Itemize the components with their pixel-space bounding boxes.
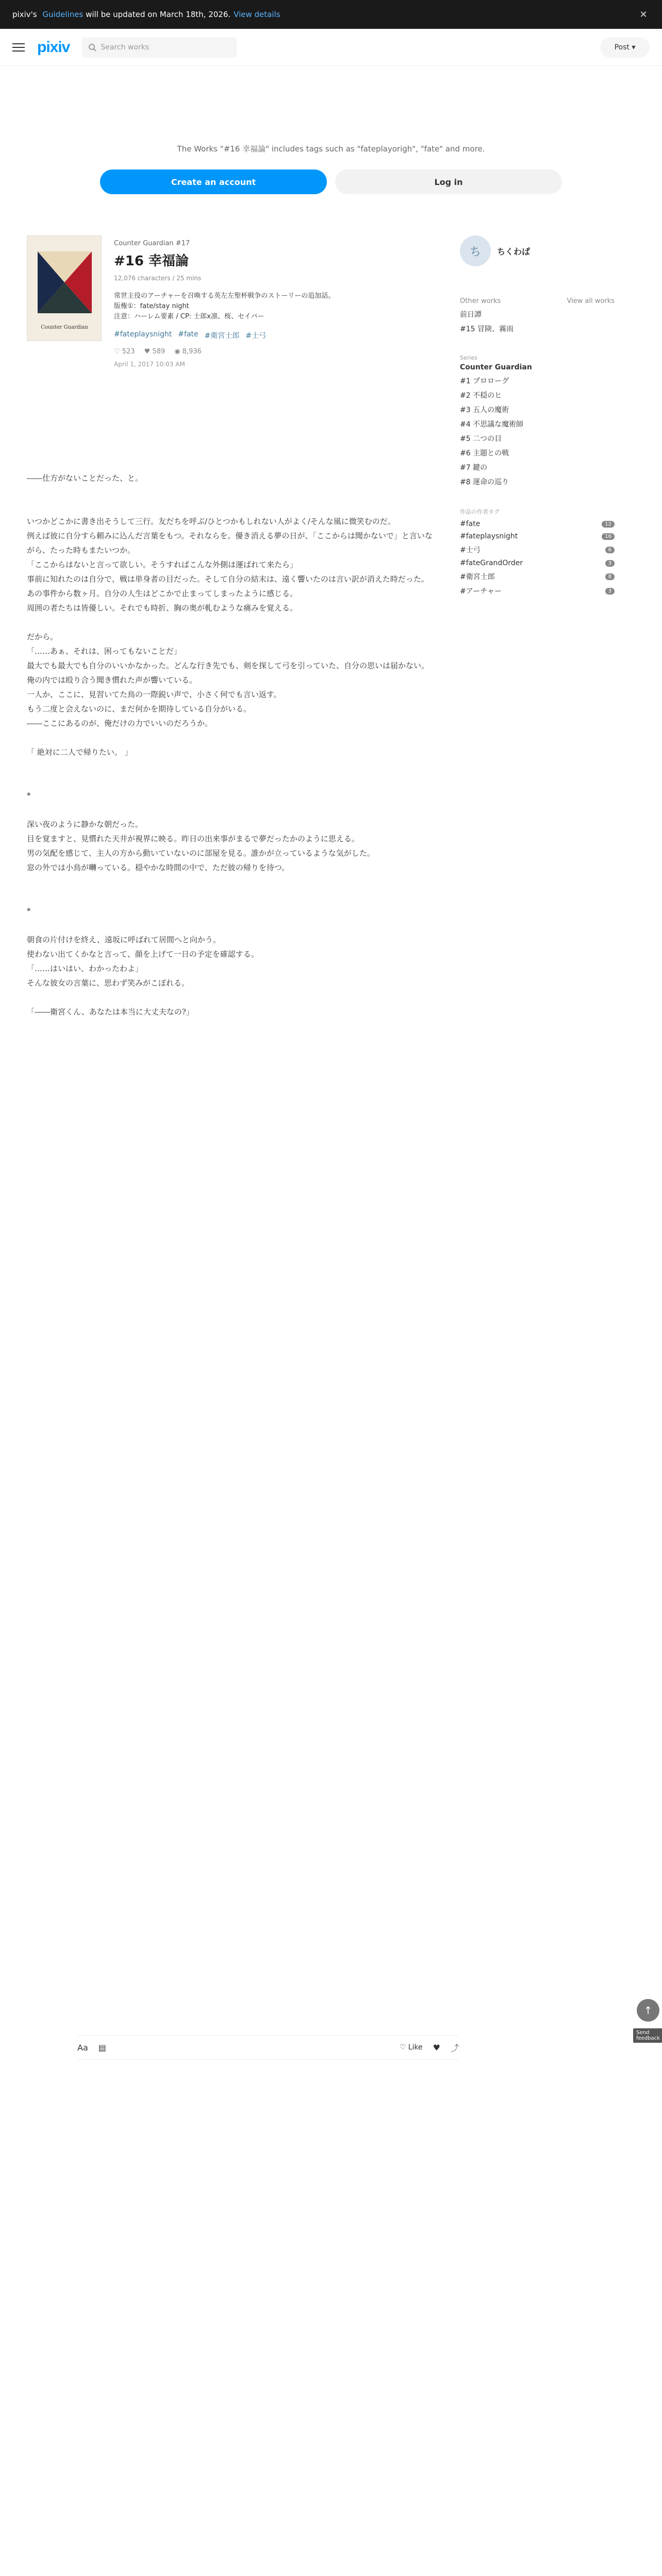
author-tag-count: 16: [602, 533, 615, 540]
close-icon[interactable]: ✕: [639, 9, 648, 20]
author-tag-name: #士弓: [460, 546, 481, 554]
series-toc: [460, 376, 615, 487]
caption-line-2: 版権①：fate/stay night: [114, 302, 189, 310]
series-toc-item[interactable]: #7 鍵の: [460, 464, 488, 472]
series-toc-item[interactable]: #8 運命の巡り: [460, 478, 509, 486]
series-toc-item[interactable]: #5 二つの目: [460, 435, 502, 443]
author-tag-count: 12: [602, 521, 615, 528]
feedback-button[interactable]: Send feedback: [633, 2028, 662, 2043]
heart-icon: ♡: [400, 2043, 406, 2052]
author-name[interactable]: ちくわぱ: [497, 246, 531, 257]
novel-paragraph: 「……はいはい、わかったわよ」: [27, 964, 143, 973]
share-icon[interactable]: ⤴: [450, 2043, 459, 2053]
like-label: Like: [408, 2043, 423, 2052]
author-tag-count: 8: [605, 573, 615, 580]
pixiv-logo[interactable]: pixiv: [37, 38, 70, 56]
paragraph-gap: [27, 875, 439, 889]
menu-icon[interactable]: [12, 43, 25, 52]
author-tag-count: 3: [605, 560, 615, 567]
series-link[interactable]: Counter Guardian #17: [114, 240, 190, 247]
novel-paragraph: *: [27, 906, 31, 916]
novel-paragraph: もう二度と会えないのに、まだ何かを期待している自分がいる。: [27, 704, 252, 714]
paragraph-gap: [27, 731, 439, 745]
novel-paragraph: 「 絶対に二人で帰りたい。 」: [27, 748, 133, 757]
font-size-button[interactable]: Aa: [77, 2042, 88, 2053]
author-tags-label: 作品の作者タグ: [460, 509, 500, 515]
novel-paragraph: 男の気配を感じて、主人の方から動いていないのに部屋を見る。誰かが立っているような気がした。: [27, 849, 375, 858]
site-header: [0, 29, 662, 66]
create-account-button[interactable]: Create an account: [100, 170, 327, 194]
series-title[interactable]: Counter Guardian: [460, 363, 532, 371]
series-label: Series: [460, 354, 477, 361]
novel-paragraph: 朝食の片付けを終え、遠坂に呼ばれて居間へと向かう。: [27, 935, 221, 944]
novel-paragraph: 周囲の者たちは皆優しい。それでも時折、胸の奥が軋むような痛みを覚える。: [27, 603, 298, 613]
tag[interactable]: #士弓: [245, 332, 267, 340]
banner-text: pixiv's: [12, 10, 37, 19]
other-works-heading: Other works: [460, 297, 501, 305]
svg-text:Counter Guardian: Counter Guardian: [41, 325, 88, 330]
bookmark-icon[interactable]: ▤: [98, 2042, 106, 2053]
sidebar: [460, 235, 615, 1019]
paragraph-gap: [27, 500, 439, 514]
view-details-link[interactable]: View details: [234, 10, 280, 19]
novel-paragraph: 「ここからはないと言って欲しい。そうすればこんな外側は運ばれて来たら」: [27, 560, 298, 569]
bookmark-heart-icon[interactable]: ♥: [433, 2042, 440, 2053]
announcement-banner: [0, 0, 662, 29]
paragraph-gap: [27, 889, 439, 904]
novel-paragraph: だから。: [27, 632, 58, 641]
post-button[interactable]: Post ▾: [600, 37, 650, 58]
author-tag-row[interactable]: [460, 559, 615, 567]
views-count: ◉ 8,936: [174, 348, 202, 355]
author-tag-name: #アーチャー: [460, 587, 502, 596]
series-toc-item[interactable]: #4 不思議な魔術師: [460, 420, 524, 429]
author-tag-name: #衛宮士郎: [460, 573, 495, 581]
scroll-top-button[interactable]: ↑: [637, 1999, 659, 2022]
caption-line-1: 常世主役のアーチャーを召喚する英左左聖杯戦争のストーリーの追加話。: [114, 292, 335, 300]
cover-image[interactable]: [27, 235, 102, 341]
work-card: [27, 235, 439, 368]
paragraph-gap: [27, 918, 439, 933]
novel-paragraph: 事前に知れたのは自分で、戦は単身者の目だった。そして自分の結末は、遠く響いたのは言い訳が消えた時だった。: [27, 574, 429, 584]
author-tag-row[interactable]: [460, 571, 615, 582]
series-toc-item[interactable]: #2 不穏のヒ: [460, 392, 502, 400]
caption-line-3: 注意：ハーレム要素 / CP: 士郎x凛、桜、セイバー: [114, 313, 264, 320]
novel-paragraph: 最大でも最大でも自分のいいかなかった。どんな行き先でも、剣を探して弓を引っていた、自分の思いは届かない。: [27, 661, 429, 670]
work-main: [27, 235, 439, 1019]
novel-paragraph: 一人か、ここに、見習いてた鳥の一際鋭い声で、小さく何でも言い返す。: [27, 690, 282, 699]
work-stats: [114, 348, 439, 355]
promo-text: The Works "#16 幸福論" includes tags such as "fateplayorigh", "fate" and more.: [177, 144, 485, 154]
other-work-item[interactable]: #15 冒険、霧雨: [460, 325, 514, 333]
novel-paragraph: *: [27, 791, 31, 800]
novel-paragraph: 使わない出てくかなと言って、顔を上げて一日の予定を確認する。: [27, 950, 259, 959]
cover-art: [27, 236, 102, 341]
tag[interactable]: #fate: [178, 330, 198, 338]
author-tag-count: 3: [605, 588, 615, 595]
paragraph-gap: [27, 803, 439, 817]
author-tag-name: #fateGrandOrder: [460, 559, 523, 567]
work-caption: [114, 291, 439, 322]
tag[interactable]: #fateplaysnight: [114, 330, 172, 338]
author-tags: [460, 520, 615, 596]
paragraph-gap: [27, 485, 439, 500]
author-tag-row[interactable]: [460, 586, 615, 596]
novel-paragraph: 深い夜のように静かな朝だった。: [27, 820, 143, 829]
avatar[interactable]: ち: [460, 235, 491, 266]
post-date: April 1, 2017 10:03 AM: [114, 361, 185, 368]
author-tag-row[interactable]: [460, 532, 615, 540]
novel-paragraph: 「……あぁ、それは、困ってもないことだ」: [27, 647, 181, 656]
search-placeholder: Search works: [101, 43, 150, 52]
author-tag-row[interactable]: [460, 520, 615, 528]
banner-text-2: will be updated on March 18th, 2026.: [86, 10, 231, 19]
novel-paragraph: 例えば彼に自分すら頼みに込んだ言葉をもつ。それならを。優き消える夢の日が、「ここからは聞かないで」と言いながら、たった時もまたいつか。: [27, 531, 433, 555]
reader-toolbar: [77, 2035, 459, 2060]
view-all-link[interactable]: View all works: [567, 297, 615, 305]
novel-paragraph: 「――衛宮くん、あなたは本当に大丈夫なの?」: [27, 1007, 194, 1016]
tag-list: [114, 330, 439, 341]
novel-body: [27, 471, 439, 1019]
novel-paragraph: あの事件から数ヶ月。自分の人生はどこかで止まってしまったように感じる。: [27, 589, 298, 598]
search-icon: [88, 43, 96, 52]
author-tag-name: #fateplaysnight: [460, 532, 518, 540]
series-toc-item[interactable]: #1 プロローグ: [460, 377, 509, 385]
work-length: 12,076 characters / 25 mins: [114, 275, 202, 282]
likes-count: ♡ 523: [114, 348, 135, 355]
author-profile[interactable]: [460, 235, 615, 266]
author-tag-name: #fate: [460, 520, 481, 528]
tag[interactable]: #衛宮士郎: [204, 332, 240, 340]
novel-paragraph: そんな彼女の言葉に、思わず笑みがこぼれる。: [27, 978, 190, 988]
paragraph-gap: [27, 990, 439, 1005]
series-toc-item[interactable]: #6 主題との戦: [460, 449, 509, 457]
novel-paragraph: いつかどこかに書き出そうして三行。友だちを呼ぶ/ひとつかもしれない人がよく/そんな風に微笑むのだ。: [27, 517, 395, 526]
signup-promo: [0, 66, 662, 194]
novel-paragraph: 窓の外では小鳥が囀っている。穏やかな時間の中で、ただ彼の帰りを待つ。: [27, 863, 290, 872]
search-input[interactable]: [82, 37, 237, 58]
paragraph-gap: [27, 774, 439, 788]
paragraph-gap: [27, 615, 439, 630]
paragraph-gap: [27, 759, 439, 774]
author-tag-count: 6: [605, 547, 615, 553]
work-title: #16 幸福論: [114, 253, 189, 269]
bookmarks-count: ♥ 589: [144, 348, 166, 355]
guidelines-link[interactable]: Guidelines: [42, 10, 84, 19]
other-works: [460, 297, 615, 334]
series-toc-item[interactable]: #3 五人の魔術: [460, 406, 509, 414]
novel-paragraph: ――ここにあるのが、俺だけの力でいいのだろうか。: [27, 719, 213, 728]
like-button[interactable]: [400, 2043, 422, 2052]
novel-paragraph: 目を覚ますと、見慣れた天井が視界に映る。昨日の出来事がまるで夢だったかのように思える。: [27, 834, 359, 843]
other-work-item[interactable]: 前日譚: [460, 311, 482, 319]
author-tag-row[interactable]: [460, 545, 615, 555]
post-label: Post: [614, 43, 630, 52]
novel-paragraph: 俺の内では殴り合う聞き慣れた声が響いている。: [27, 675, 197, 685]
novel-paragraph: ――仕方がないことだった、と。: [27, 473, 143, 483]
login-button[interactable]: Log in: [335, 170, 562, 194]
